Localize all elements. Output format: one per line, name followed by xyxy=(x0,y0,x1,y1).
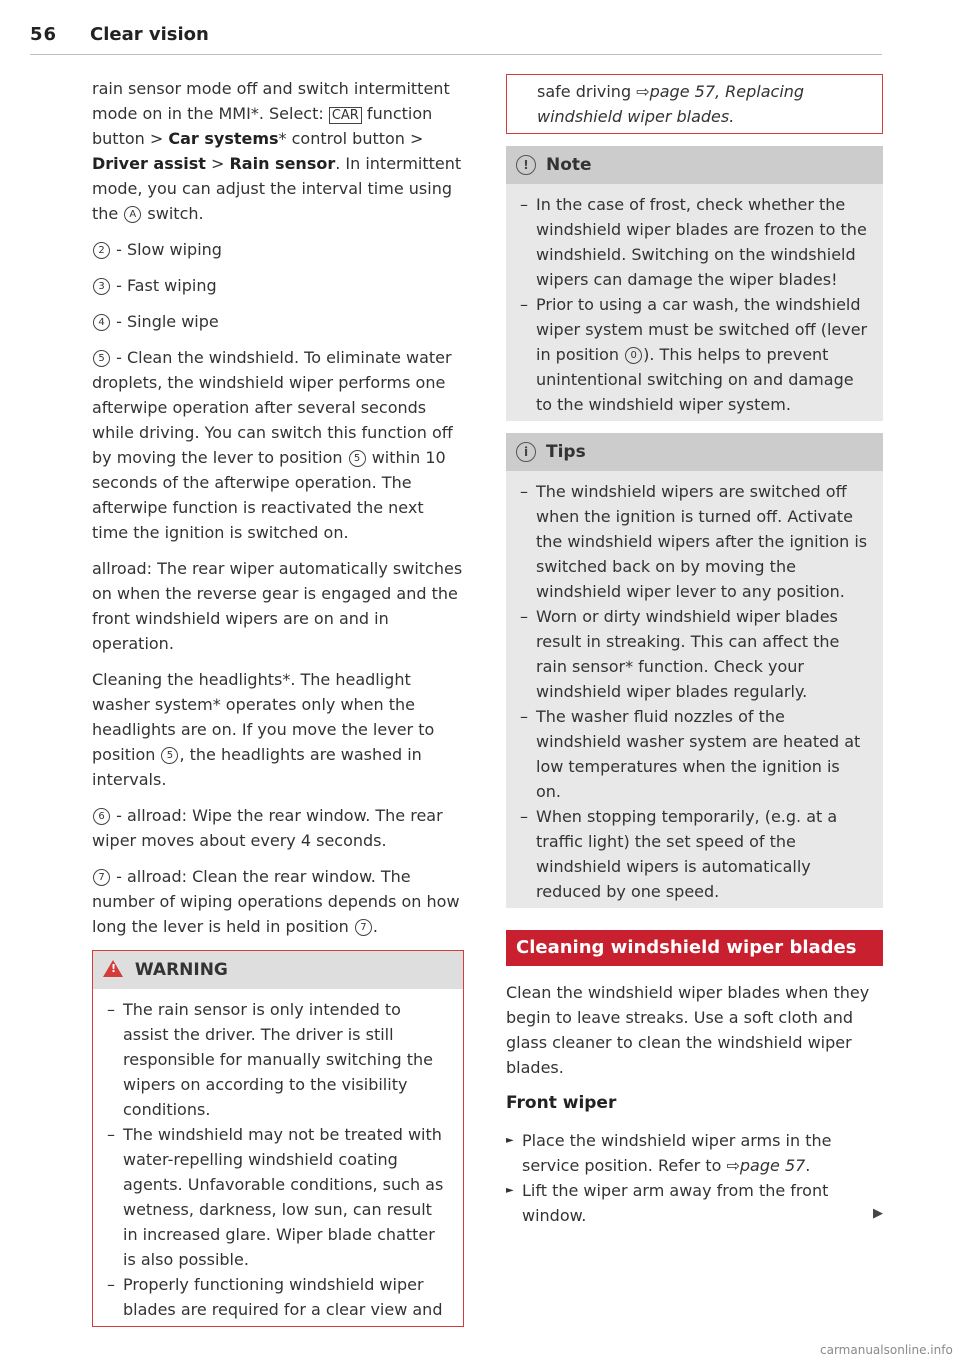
tip-item: – The windshield wipers are switched off when the ignition is turned off. Activate the windshield wipers after the ignition is switched back on by moving the windshield wiper lever to any position. xyxy=(520,479,869,604)
tip-item: – The washer fluid nozzles of the windshield washer system are heated at low temperatures when the ignition is on. xyxy=(520,704,869,804)
page-reference-link[interactable]: page 57 xyxy=(739,1156,806,1175)
position-marker: 5 xyxy=(161,747,178,764)
right-column xyxy=(506,76,883,1228)
step-item: ► Place the windshield wiper arms in the service position. Refer to ⇨page 57. xyxy=(506,1128,883,1178)
position-marker: 5 xyxy=(93,350,110,367)
tips-header xyxy=(506,433,883,471)
continue-arrow-icon: ▶ xyxy=(873,1206,883,1221)
headlight-paragraph: Cleaning the headlights*. The headlight washer system* operates only when the headlights are on. If you move the lever to position 5 , the headlights are washed in intervals. xyxy=(92,670,435,789)
warning-item: – The rain sensor is only intended to assist the driver. The driver is still responsible for manually switching the wipers on according to the visibility conditions. xyxy=(107,997,449,1122)
subheading: Front wiper xyxy=(506,1093,617,1113)
page-reference-link[interactable]: page 57, Replacing windshield wiper blades xyxy=(537,82,805,126)
allroad-paragraph: allroad: The rear wiper automatically switches on when the reverse gear is engaged and the front windshield wipers are on and in operation. xyxy=(92,559,463,653)
note-header xyxy=(506,146,883,184)
info-circle-icon: i xyxy=(516,442,536,462)
warning-item: – Properly functioning windshield wiper blades are required for a clear view and xyxy=(107,1272,449,1322)
exclamation-circle-icon: ! xyxy=(516,155,536,175)
position-marker-a: A xyxy=(124,206,141,223)
list-item: 3 - Fast wiping xyxy=(92,273,464,298)
warning-box xyxy=(92,950,464,1327)
warning-triangle-icon: ! xyxy=(103,960,123,977)
position-marker: 4 xyxy=(93,314,110,331)
note-box xyxy=(506,146,883,421)
intro-paragraph: rain sensor mode off and switch intermittent mode on in the MMI*. Select: CAR function button > Car systems* control button > Driver assist > Rain sensor. In intermittent mode, you can adjust the interval time using the A switch. xyxy=(92,79,462,223)
note-item: – Prior to using a car wash, the windshield wiper system must be switched off (lever in position 0 ). This helps to prevent unintentional switching on and damage to the windshield wiper system. xyxy=(520,292,869,417)
position-marker: 7 xyxy=(93,869,110,886)
position-marker: 3 xyxy=(93,278,110,295)
watermark: carmanualsonline.info xyxy=(820,1343,953,1357)
page-header xyxy=(30,24,882,55)
left-column xyxy=(92,76,464,1327)
step-item: ► Lift the wiper arm away from the front window. xyxy=(506,1178,883,1228)
position-marker: 0 xyxy=(625,347,642,364)
steps-block xyxy=(506,1128,883,1228)
note-item: – In the case of frost, check whether the windshield wiper blades are frozen to the windshield. Switching on the windshield wipers can damage the wiper blades! xyxy=(520,192,869,292)
position-marker: 7 xyxy=(355,919,372,936)
page-number: 56 xyxy=(30,24,58,45)
list-item: 6 - allroad: Wipe the rear window. The rear wiper moves about every 4 seconds. xyxy=(92,806,443,850)
list-item: 2 - Slow wiping xyxy=(92,237,464,262)
tips-title: Tips xyxy=(546,442,586,462)
note-body xyxy=(506,184,883,421)
position-marker: 5 xyxy=(349,450,366,467)
car-button-label: CAR xyxy=(329,107,362,124)
position-marker: 6 xyxy=(93,808,110,825)
list-item: 5 - Clean the windshield. To eliminate water droplets, the windshield wiper performs one afterwipe operation after several seconds while driving. You can switch this function off by moving the lever to position 5 within 10 seconds of the afterwipe operation. The afterwipe function is reactivated the next time the ignition is switched on. xyxy=(92,348,453,542)
position-marker: 2 xyxy=(93,242,110,259)
tips-box xyxy=(506,433,883,908)
section-intro: Clean the windshield wiper blades when they begin to leave streaks. Use a soft cloth and glass cleaner to clean the windshield wiper blades. xyxy=(506,983,870,1077)
list-item: 7 - allroad: Clean the rear window. The number of wiping operations depends on how long the lever is held in position 7 . xyxy=(92,867,460,936)
warning-title: WARNING xyxy=(134,960,228,980)
section-title: Clear vision xyxy=(90,24,209,45)
warning-body xyxy=(93,989,463,1326)
tip-item: – When stopping temporarily, (e.g. at a traffic light) the set speed of the windshield wipers is automatically reduced by one speed. xyxy=(520,804,869,904)
arrow-icon: ⇨ xyxy=(726,1156,740,1175)
arrow-icon: ⇨ xyxy=(636,82,650,101)
note-title: Note xyxy=(546,155,592,175)
section-heading-bar: Cleaning windshield wiper blades xyxy=(506,930,883,966)
tip-item: – Worn or dirty windshield wiper blades result in streaking. This can affect the rain sensor* function. Check your windshield wiper blades regularly. xyxy=(520,604,869,704)
warning-continuation: safe driving ⇨page 57, Replacing windshield wiper blades. xyxy=(506,74,883,134)
warning-item: – The windshield may not be treated with water-repelling windshield coating agents. Unfavorable conditions, such as wetness, darkness, low sun, can result in increased glare. Wiper blade chatter is also possible. xyxy=(107,1122,449,1272)
warning-header xyxy=(93,951,463,989)
tips-body xyxy=(506,471,883,908)
list-item: 4 - Single wipe xyxy=(92,309,464,334)
